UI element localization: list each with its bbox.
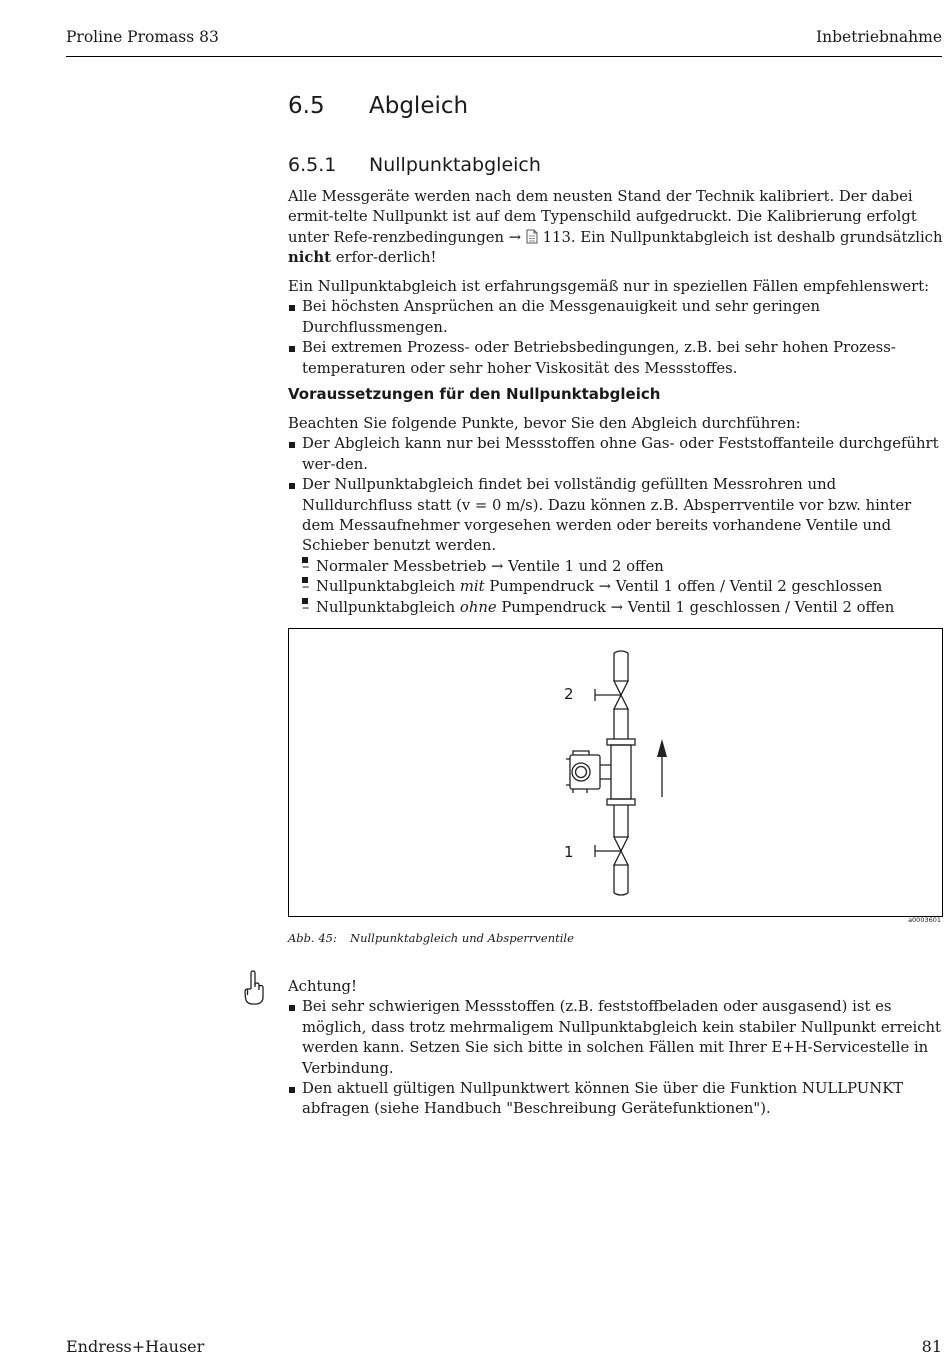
- subsection-number: 6.5.1: [288, 154, 337, 176]
- list-item: [302, 577, 943, 597]
- pipeline-diagram: [289, 629, 942, 916]
- intro-text-2: . Ein Nullpunktabgleich ist deshalb grundsätzlich: [570, 228, 943, 246]
- intro-paragraph: [288, 187, 943, 269]
- warning-block: [288, 977, 943, 1120]
- recommend-block: [288, 277, 943, 379]
- figure-frame: [288, 628, 943, 917]
- intro-bold: nicht: [288, 249, 331, 267]
- prereq-block: [288, 414, 943, 618]
- recommend-list: [288, 297, 943, 379]
- list-item-text: Der Nullpunktabgleich findet bei vollständig gefüllten Messrohren und Nulldurchfluss statt (v = 0 m/s). Dazu können z.B. Absperrventile vor bzw. hinter dem Messaufnehmer vorgesehen werden oder bereits vorhandene Ventile und Schieber benutzt werden.: [302, 476, 912, 555]
- page-reference[interactable]: 113: [542, 228, 571, 246]
- figure-id: a0003601: [908, 916, 941, 924]
- section-title: Abgleich: [369, 93, 469, 119]
- intro-text-3: erfor-derlich!: [330, 249, 437, 267]
- list-item: [288, 475, 943, 618]
- dash2-text-b: Pumpendruck → Ventil 1 offen / Ventil 2 geschlossen: [484, 578, 883, 596]
- intro-text-1: Alle Messgeräte werden nach dem neusten Stand der Technik kalibriert. Der dabei ermit-telte Nullpunkt ist auf dem Typenschild aufgedruckt. Die Kalibrierung erfolgt unter Refe-renzbedingungen →: [288, 188, 917, 246]
- prereq-heading: Voraussetzungen für den Nullpunktabgleich: [288, 385, 661, 403]
- footer-company: Endress+Hauser: [66, 1337, 205, 1356]
- warning-list: [288, 997, 943, 1119]
- caption-text: Nullpunktabgleich und Absperrventile: [350, 931, 574, 945]
- subsection-heading: [288, 154, 541, 176]
- list-item: Der Abgleich kann nur bei Messstoffen ohne Gas- oder Feststoffanteile durchgeführt wer-den.: [288, 434, 943, 475]
- page-number: 81: [921, 1337, 942, 1356]
- warning-title: Achtung!: [288, 978, 357, 995]
- valve-states-list: [302, 557, 943, 618]
- prereq-lead: Beachten Sie folgende Punkte, bevor Sie den Abgleich durchführen:: [288, 415, 801, 432]
- dash3-text-a: Nullpunktabgleich: [316, 598, 460, 616]
- valve-label-2: 2: [564, 685, 574, 703]
- header-title: Proline Promass 83: [66, 28, 219, 46]
- dash3-text-b: Pumpendruck → Ventil 1 geschlossen / Ventil 2 offen: [496, 598, 895, 616]
- header-chapter: Inbetriebnahme: [816, 28, 942, 46]
- section-heading: [288, 93, 468, 119]
- prereq-list: [288, 434, 943, 618]
- list-item: Bei extremen Prozess- oder Betriebsbedingungen, z.B. bei sehr hohen Prozess-temperaturen oder sehr hoher Viskosität des Messstoffes.: [288, 338, 943, 379]
- pointing-hand-icon: [243, 970, 265, 1006]
- list-item: – Normaler Messbetrieb → Ventile 1 und 2 offen: [302, 557, 943, 577]
- list-item: [302, 598, 943, 618]
- subsection-title: Nullpunktabgleich: [369, 154, 541, 176]
- dash2-emphasis: mit: [459, 578, 485, 596]
- valve-label-1: 1: [564, 843, 574, 861]
- document-icon: [526, 229, 538, 244]
- header-rule: [66, 56, 942, 57]
- list-item: Bei höchsten Ansprüchen an die Messgenauigkeit und sehr geringen Durchflussmengen.: [288, 297, 943, 338]
- list-item: Bei sehr schwierigen Messstoffen (z.B. feststoffbeladen oder ausgasend) ist es möglich, dass trotz mehrmaligem Nullpunktabgleich kein stabiler Nullpunkt erreicht werden kann. Setzen Sie sich bitte in solchen Fällen mit Ihrer E+H-Servicestelle in Verbindung.: [288, 997, 943, 1079]
- section-number: 6.5: [288, 93, 325, 119]
- dash2-text-a: Nullpunktabgleich: [316, 578, 460, 596]
- caption-label: Abb. 45:: [288, 931, 337, 945]
- list-item: Den aktuell gültigen Nullpunktwert können Sie über die Funktion NULLPUNKT abfragen (siehe Handbuch "Beschreibung Gerätefunktionen").: [288, 1079, 943, 1120]
- dash3-emphasis: ohne: [459, 598, 497, 616]
- figure-caption: [288, 931, 574, 945]
- recommend-lead: Ein Nullpunktabgleich ist erfahrungsgemäß nur in speziellen Fällen empfehlenswert:: [288, 278, 930, 295]
